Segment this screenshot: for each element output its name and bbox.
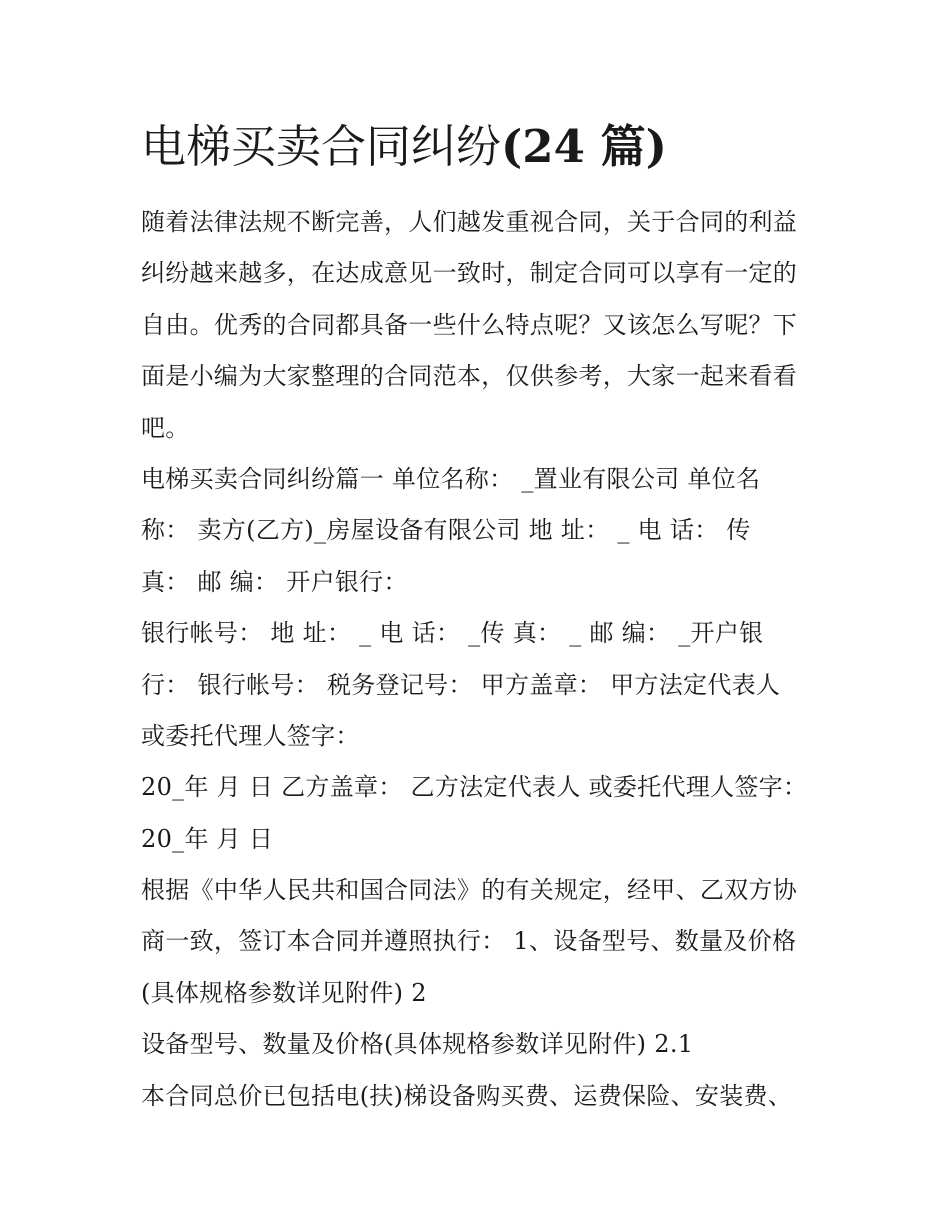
body-line: 称： 卖方(乙方)_房屋设备有限公司 地 址： _ 电 话： 传 xyxy=(141,516,751,545)
body-line: 纠纷越来越多，在达成意见一致时，制定合同可以享有一定的 xyxy=(141,259,798,288)
body-line: 本合同总价已包括电(扶)梯设备购买费、运费保险、安装费、 xyxy=(141,1081,793,1110)
body-line: 或委托代理人签字： xyxy=(141,721,360,750)
body-line: 根据《中华人民共和国合同法》的有关规定，经甲、乙双方协 xyxy=(141,876,798,905)
document-title-count: (24 篇) xyxy=(501,120,667,173)
document-body xyxy=(141,197,831,1122)
body-line: (具体规格参数详见附件) 2 xyxy=(141,978,427,1007)
body-line: 设备型号、数量及价格(具体规格参数详见附件) 2.1 xyxy=(141,1030,694,1059)
body-line: 面是小编为大家整理的合同范本，仅供参考，大家一起来看看 xyxy=(141,362,798,391)
document-title-main: 电梯买卖合同纠纷 xyxy=(141,120,502,173)
body-line: 商一致，签订本合同并遵照执行： 1、设备型号、数量及价格 xyxy=(141,927,797,956)
body-line: 电梯买卖合同纠纷篇一 单位名称： _置业有限公司 单位名 xyxy=(141,464,761,493)
body-line: 吧。 xyxy=(141,413,190,442)
body-line: 银行帐号： 地 址： _ 电 话： _传 真： _ 邮 编： _开户银 xyxy=(141,619,764,648)
body-line: 自由。优秀的合同都具备一些什么特点呢？又该怎么写呢？下 xyxy=(141,310,798,339)
body-line: 20_年 月 日 xyxy=(141,824,274,853)
document-title xyxy=(141,117,667,177)
body-line: 20_年 月 日 乙方盖章： 乙方法定代表人 或委托代理人签字： xyxy=(141,773,808,802)
body-line: 随着法律法规不断完善，人们越发重视合同，关于合同的利益 xyxy=(141,208,798,236)
body-line: 真： 邮 编： 开户银行： xyxy=(141,567,408,596)
body-line: 行： 银行帐号： 税务登记号： 甲方盖章： 甲方法定代表人 xyxy=(141,670,781,699)
